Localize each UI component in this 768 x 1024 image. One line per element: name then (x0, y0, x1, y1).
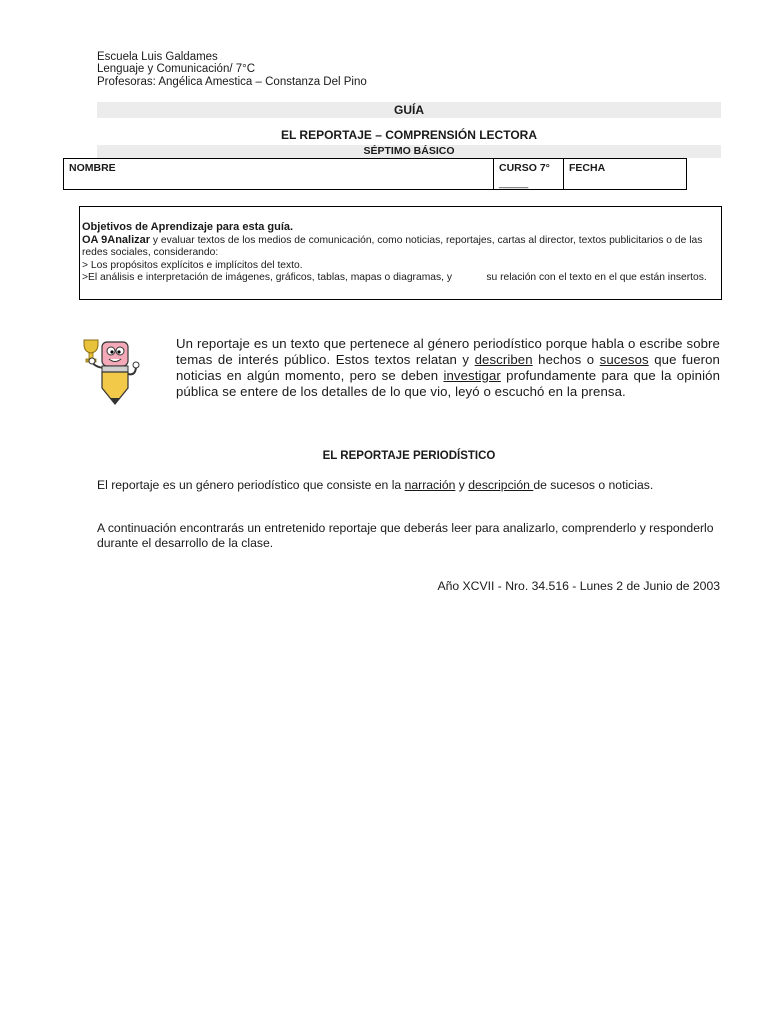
definition-narracion: narración (404, 478, 456, 492)
objective-oa9 (82, 234, 719, 260)
oa-code: OA 9Analizar (82, 233, 151, 246)
intro-text-2: hechos o (532, 352, 600, 367)
objective-item-2: >El análisis e interpretación de imágenes, gráficos, tablas, mapas o diagramas, y su relación con el texto en el que están insertos. (82, 272, 707, 283)
definition-descripcion: descripción (468, 478, 534, 492)
intro-investigar: investigar (443, 368, 501, 383)
intro-text-4: profundamente para que la opinión pública se entere de los detalles de lo que vio, leyó o escuchó en la prensa. (176, 368, 721, 399)
intro-text-3: que fueron noticias en algún momento, pero se deben (176, 352, 720, 383)
pencil-mascot-icon (80, 334, 144, 406)
intro-text-1: Un reportaje es un texto que pertenece al género periodístico porque habla o escribe sobre temas de interés público. Estos textos relatan y (176, 336, 720, 367)
definition-text-1: El reportaje es un género periodístico que consiste en la (97, 478, 405, 492)
date-label: FECHA (569, 162, 606, 174)
newspaper-date: Año XCVII - Nro. 34.516 - Lunes 2 de Junio de 2003 (437, 579, 720, 593)
objectives-box (79, 206, 722, 300)
name-cell[interactable] (64, 159, 494, 189)
guide-title: GUÍA (97, 102, 721, 118)
intro-describen: describen (474, 352, 533, 367)
course-blank: _____ (499, 177, 529, 189)
date-cell[interactable] (564, 159, 686, 189)
course-name: Lenguaje y Comunicación/ 7°C (97, 63, 256, 75)
definition-paragraph (97, 478, 721, 493)
main-title: EL REPORTAJE – COMPRENSIÓN LECTORA (280, 128, 538, 142)
intro-sucesos: sucesos (599, 352, 649, 367)
course-label: CURSO 7° (499, 162, 550, 174)
definition-text-2: y (455, 478, 469, 492)
student-info-table (63, 158, 687, 190)
definition-text-3: de sucesos o noticias. (533, 478, 654, 492)
oa-text: y evaluar textos de los medios de comunicación, como noticias, reportajes, cartas al director, textos publicitarios o de las redes sociales, considerando: (82, 234, 703, 258)
course-cell[interactable] (494, 159, 564, 189)
teachers-line: Profesoras: Angélica Amestica – Constanza Del Pino (97, 76, 367, 88)
instruction-paragraph: A continuación encontrarás un entretenido reportaje que deberás leer para analizarlo, comprenderlo y responderlo durante el desarrollo de la clase. (97, 521, 714, 550)
name-label: NOMBRE (69, 162, 116, 174)
section-title: EL REPORTAJE PERIODÍSTICO (322, 450, 496, 462)
school-name: Escuela Luis Galdames (97, 51, 218, 63)
objectives-title: Objetivos de Aprendizaje para esta guía. (82, 221, 294, 233)
subtitle: SÉPTIMO BÁSICO (97, 145, 721, 158)
intro-paragraph (176, 336, 720, 400)
objective-item-1: > Los propósitos explícitos e implícitos del texto. (82, 259, 303, 271)
